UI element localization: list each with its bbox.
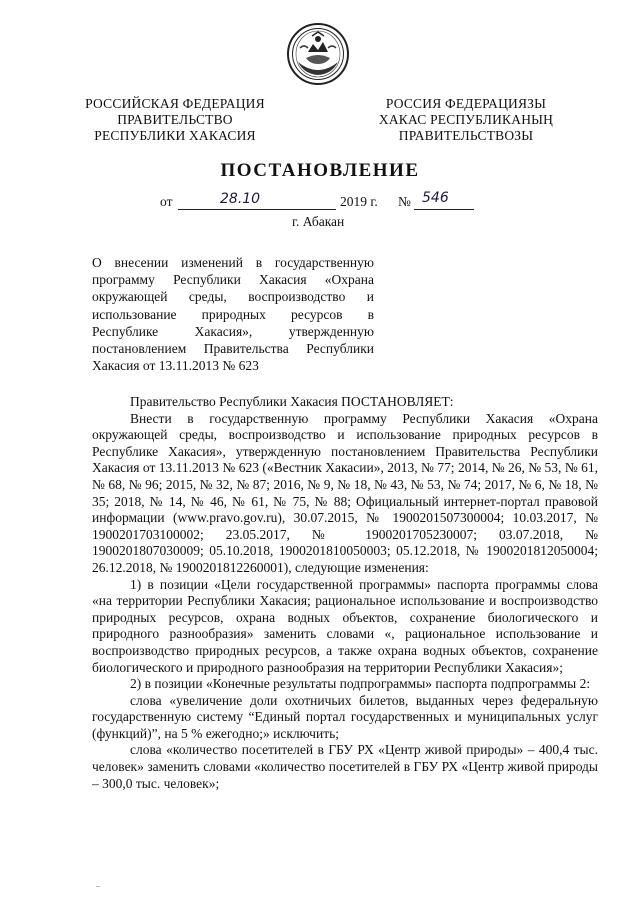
document-title: ПОСТАНОВЛЕНИЕ xyxy=(220,160,420,181)
header-left-line: ПРАВИТЕЛЬСТВО xyxy=(117,112,233,127)
body-paragraph: слова «увеличение доли охотничьих билетов, выданных через федеральную государственную систему “Единый портал государственных и муниципальных услуг (функций)”, на 5 % ежегодно;» исключить; xyxy=(92,692,598,741)
year-label: 2019 г. xyxy=(340,194,378,209)
header-left xyxy=(80,96,270,144)
document-subject: О внесении изменений в государственную программу Республики Хакасия «Охрана окружающей среды, воспроизводство и использование природных ресурсов в Республике Хакасия», утвержденную постановлением Правительства Республики Хакасия от 13.11.2013 № 623 xyxy=(92,255,374,374)
header-right-line: РОССИЯ ФЕДЕРАЦИЯЗЫ xyxy=(385,96,547,111)
date-number-line xyxy=(160,190,490,214)
handwritten-number: 546 xyxy=(422,190,449,206)
margin-mark xyxy=(96,886,100,887)
coat-of-arms-icon xyxy=(286,22,350,86)
date-underline xyxy=(178,209,336,210)
body-paragraph: Внести в государственную программу Республики Хакасия «Охрана окружающей среды, воспроизводство и использование природных ресурсов в Республике Хакасия», утвержденную постановлением Правительства Республики Хакасия от 13.11.2013 № 623 («Вестник Хакасии», 2013, № 77; 2014, № 26, № 53, № 61, № 68, № 96; 2015, № 32, № 87; 2016, № 9, № 18, № 43, № 53, № 74; 2017, № 6, № 18, № 35; 2018, № 14, № 46, № 61, № 75, № 88; Официальный интернет-портал правовой информации (www.pravo.gov.ru), 30.07.2015, № 1900201507300004; 10.03.2017, № 1900201703100002; 23.05.2017, № 1900201705230007; 03.07.2018, № 1900201807030009; 05.10.2018, 1900201810050003; 05.12.2018, № 1900201812050004; 26.12.2018, № 1900201812260001), следующие изменения: xyxy=(92,410,598,575)
header-right xyxy=(366,96,566,144)
header-left-line: РОССИЙСКАЯ ФЕДЕРАЦИЯ xyxy=(85,96,265,111)
number-underline xyxy=(414,209,474,210)
header-right-line: ХАКАС РЕСПУБЛИКАНЫҢ xyxy=(378,112,554,127)
header-right-line: ПРАВИТЕЛЬСТВОЗЫ xyxy=(398,128,534,143)
body-paragraph: Правительство Республики Хакасия ПОСТАНОВЛЯЕТ: xyxy=(130,394,454,409)
city-label: г. Абакан xyxy=(292,214,345,229)
document-body xyxy=(92,394,598,792)
number-label: № xyxy=(398,194,411,209)
from-label: от xyxy=(160,194,173,209)
header-left-line: РЕСПУБЛИКИ ХАКАСИЯ xyxy=(94,128,256,143)
handwritten-date: 28.10 xyxy=(220,191,261,207)
body-paragraph: 1) в позиции «Цели государственной программы» паспорта программы слова «на территории Республики Хакасия; рациональное использование и воспроизводство природных ресурсов, охрана водных объектов, сохранение биологического и природного разнообразия» заменить словами «, рациональное использование и воспроизводство природных ресурсов, а также охрана водных объектов, сохранение биологического и природного разнообразия на территории Республики Хакасия»; xyxy=(92,576,598,675)
body-paragraph: 2) в позиции «Конечные результаты подпрограммы» паспорта подпрограммы 2: xyxy=(130,676,591,692)
body-paragraph: слова «количество посетителей в ГБУ РХ «Центр живой природы» – 400,4 тыс. человек» заменить словами «количество посетителей в ГБУ РХ «Центр живой природы – 300,0 тыс. человек»; xyxy=(92,742,598,791)
